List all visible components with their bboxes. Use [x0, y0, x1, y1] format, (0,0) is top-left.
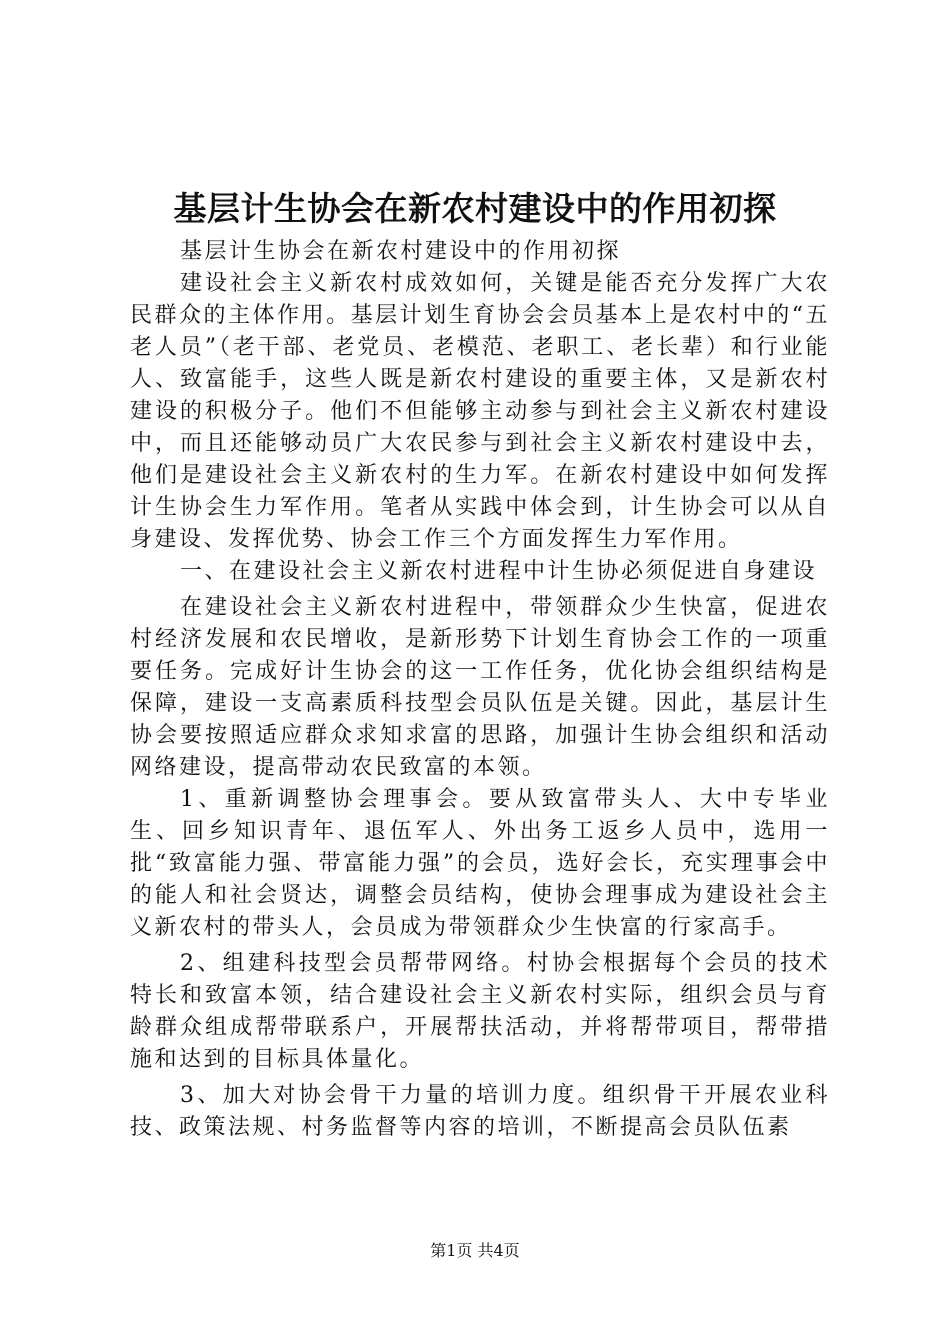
document-title: 基层计生协会在新农村建设中的作用初探: [173, 189, 777, 228]
paragraph-item-1: 1、重新调整协会理事会。要从致富带头人、大中专毕业生、回乡知识青年、退伍军人、外出务工返乡人员中，选用一批“致富能力强、带富能力强”的会员，选好会长，充实理事会中的能人和社会贤达，调整会员结构，使协会理事成为建设社会主义新农村的带头人，会员成为带领群众少生快富的行家高手。: [130, 787, 830, 940]
paragraph-intro: 建设社会主义新农村成效如何，关键是能否充分发挥广大农民群众的主体作用。基层计划生育协会会员基本上是农村中的“五老人员”（老干部、老党员、老模范、老职工、老长辈）和行业能人、致富能手，这些人既是新农村建设的重要主体，又是新农村建设的积极分子。他们不但能够主动参与到社会主义新农村建设中，而且还能够动员广大农民参与到社会主义新农村建设中去，他们是建设社会主义新农村的生力军。在新农村建设中如何发挥计生协会生力军作用。笔者从实践中体会到，计生协会可以从自身建设、发挥优势、协会工作三个方面发挥生力军作用。: [130, 271, 830, 552]
paragraph-item-2: 2、组建科技型会员帮带网络。村协会根据每个会员的技术特长和致富本领，结合建设社会主义新农村实际，组织会员与育龄群众组成帮带联系户，开展帮扶活动，并将帮带项目，帮带措施和达到的目标具体量化。: [130, 951, 830, 1072]
section-heading-1: 一、在建设社会主义新农村进程中计生协必须促进自身建设: [180, 559, 818, 584]
document-body: [130, 236, 830, 1144]
paragraph-subtitle: 基层计生协会在新农村建设中的作用初探: [180, 239, 622, 264]
paragraph-section-1: 在建设社会主义新农村进程中，带领群众少生快富，促进农村经济发展和农民增收，是新形势下计划生育协会工作的一项重要任务。完成好计生协会的这一工作任务，优化协会组织结构是保障，建设一支高素质科技型会员队伍是关键。因此，基层计生协会要按照适应群众求知求富的思路，加强计生协会组织和活动网络建设，提高带动农民致富的本领。: [130, 595, 830, 780]
page-footer: 第1页 共4页: [430, 1241, 520, 1260]
paragraph-item-3: 3、加大对协会骨干力量的培训力度。组织骨干开展农业科技、政策法规、村务监督等内容的培训，不断提高会员队伍素: [130, 1083, 830, 1140]
